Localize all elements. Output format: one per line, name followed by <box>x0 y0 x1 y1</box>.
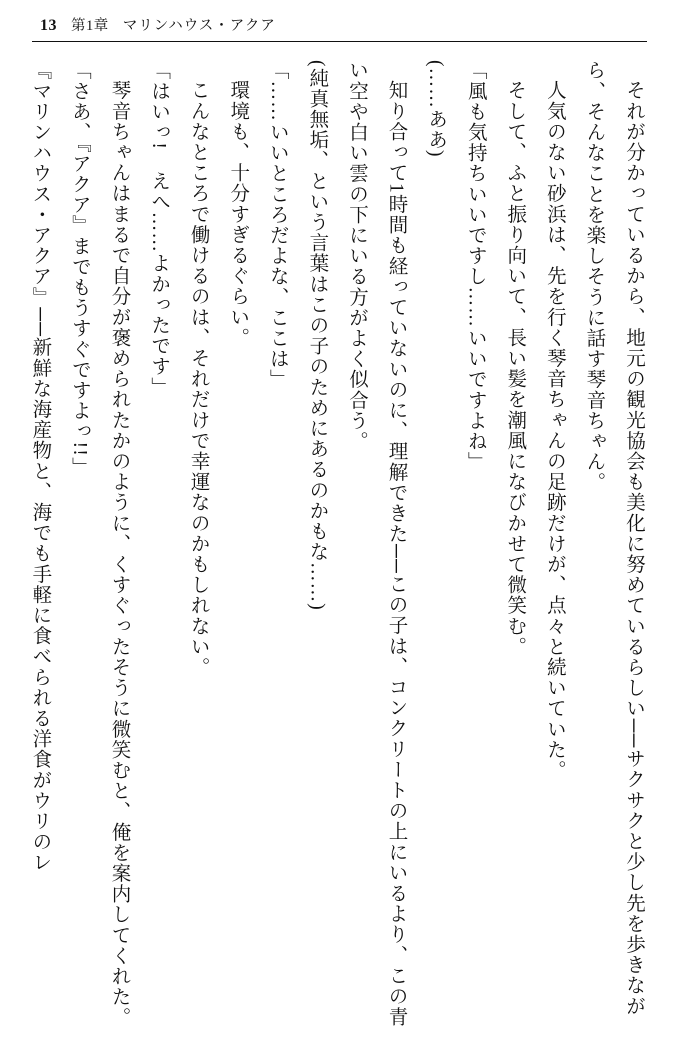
paragraph: 人気のない砂浜は、先を行く琴音ちゃんの足跡だけが、点々と続いていた。 <box>543 79 565 780</box>
paragraph: そして、ふと振り向いて、長い髪を潮風になびかせて微笑む。 <box>504 79 526 657</box>
paragraph: (……ああ) <box>425 60 447 158</box>
page-body <box>26 60 653 1032</box>
paragraph: 「さあ、『アクア』までもうすぐですよっ!!」 <box>68 60 90 478</box>
chapter-number: 第1章 <box>71 18 109 34</box>
paragraph: 知り合って1時間も経っていないのに、理解できた──この子は、コンクリートの上にいるより、この青い空や白い雲の下にいる方がよく似合う。 <box>345 60 407 1027</box>
paragraph: 『マリンハウス・アクア』──新鮮な海産物と、海でも手軽に食べられる洋食がウリのレ <box>29 60 51 873</box>
paragraph: 琴音ちゃんはまるで自分が褒められたかのように、くすぐったそうに微笑むと、俺を案内してくれた。 <box>108 79 130 1028</box>
vertical-text-column <box>26 60 653 1032</box>
paragraph: 「風も気持ちいいですし……いいですよね」 <box>464 60 486 472</box>
paragraph: 「……いいところだよな、ここは」 <box>266 60 288 390</box>
paragraph: 環境も、十分すぎるぐらい。 <box>227 79 249 348</box>
page-number: 13 <box>40 17 57 34</box>
chapter-title: マリンハウス・アクア <box>122 18 276 34</box>
paragraph: それが分かっているから、地元の観光協会も美化に努めているらしい──サクサクと少し先を歩きながら、そんなことを楽しそうに話す琴音ちゃん。 <box>583 60 644 1016</box>
paragraph: こんなところで働けるのは、それだけで幸運なのかもしれない。 <box>187 79 209 677</box>
paragraph: 「はいっ! えへ……よかったです」 <box>148 60 170 398</box>
paragraph: (純真無垢、という言葉はこの子のためにあるのかもな……) <box>306 60 328 611</box>
page-header <box>26 14 653 41</box>
header-divider <box>32 41 647 42</box>
